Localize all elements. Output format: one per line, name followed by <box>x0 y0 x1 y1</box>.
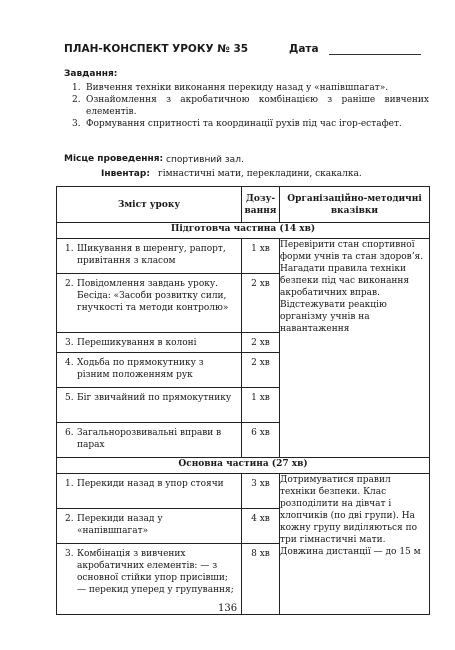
item-text: Шикування в шеренгу, рапорт, привітання з класом <box>77 244 226 266</box>
date-label: Дата <box>289 43 319 55</box>
item-text: Ходьба по прямокутнику з різним положенням рук <box>77 358 204 380</box>
table-row: 3. Комбінація з вивчених акробатичних елементів: — з основної стійки упор присівши; — перекид уперед у групування; <box>65 549 234 595</box>
date-field-line <box>329 54 421 55</box>
task-number: 3. <box>72 119 81 129</box>
table-row: 2. Перекиди назад у «напівшпагат» <box>57 509 241 544</box>
duration-value: 1 хв <box>242 388 279 423</box>
header-duration: Дозу-вання <box>242 187 280 223</box>
task-text: Ознайомлення з акробатичною комбінацією з раніше вивчених елементів. <box>86 95 429 117</box>
section-row <box>57 458 430 474</box>
section-row <box>57 223 430 239</box>
duration-value: 8 хв <box>251 549 270 559</box>
task-item <box>64 118 429 130</box>
duration-value: 2 хв <box>242 274 279 333</box>
header-notes: Організаційно-методичні вказівки <box>280 187 430 223</box>
inventory-value: гімнастичні мати, перекладини, скакалка. <box>158 169 362 179</box>
page-number: 136 <box>218 603 238 614</box>
lesson-title: ПЛАН-КОНСПЕКТ УРОКУ № 35 <box>64 43 249 55</box>
duration-value: 4 хв <box>242 509 279 544</box>
duration-value: 3 хв <box>242 474 279 509</box>
section-notes: Перевірити стан спортивної форми учнів та стан здоров’я. Нагадати правила техніки безпеки під час виконання акробатичних вправ. Відстежувати реакцію організму учнів на навантаження <box>280 239 430 458</box>
place-label: Місце проведення: <box>64 154 164 164</box>
table-row: 1. Шикування в шеренгу, рапорт, привітання з класом <box>57 239 241 274</box>
section-title: Основна частина (27 хв) <box>57 458 430 474</box>
duration-value: 2 хв <box>242 353 279 388</box>
item-text: Перекиди назад у «напівшпагат» <box>77 514 163 536</box>
section-body <box>57 474 430 615</box>
task-text: Вивчення техніки виконання перекиду назад у «напівшпагат». <box>86 83 389 93</box>
duration-value: 2 хв <box>242 333 279 353</box>
table-row: 5. Біг звичайний по прямокутнику <box>57 388 241 423</box>
table-row: 3. Перешикування в колоні <box>57 333 241 353</box>
duration-column <box>242 474 280 615</box>
section-notes: Дотримуватися правил техніки безпеки. Клас розподілити на дівчат і хлопчиків (по дві групи). На кожну групу виділяються по три гімнастичні мати. Довжина дистанції — до 15 м <box>280 474 430 615</box>
item-text: Комбінація з вивчених акробатичних елементів: — з основної стійки упор присівши; — перекид уперед у групування; <box>77 549 234 595</box>
duration-column <box>242 239 280 458</box>
tasks-list <box>64 82 429 130</box>
task-number: 1. <box>72 83 81 93</box>
tasks-label: Завдання: <box>64 69 118 79</box>
inventory-label: Інвентар: <box>101 169 150 179</box>
task-item <box>64 82 429 94</box>
page-header <box>64 43 424 59</box>
item-text: Біг звичайний по прямокутнику <box>77 393 232 403</box>
duration-value: 1 хв <box>242 239 279 274</box>
header-content: Зміст уроку <box>57 187 242 223</box>
items-column <box>57 239 242 458</box>
task-text: Формування спритності та координації рухів під час ігор-естафет. <box>86 119 402 129</box>
section-body <box>57 239 430 458</box>
place-value: спортивний зал. <box>166 155 244 165</box>
item-text: Повідомлення завдань уроку. Бесіда: «Засоби розвитку сили, гнучкості та методи контролю» <box>77 279 229 313</box>
task-number: 2. <box>72 95 81 105</box>
items-column <box>57 474 242 615</box>
task-item <box>64 94 429 118</box>
duration-value: 6 хв <box>251 428 270 438</box>
table-row: 6. Загальнорозвивальні вправи в парах <box>65 428 222 450</box>
item-text: Перешикування в колоні <box>77 338 197 348</box>
lesson-plan-table <box>56 186 430 615</box>
table-row: 1. Перекиди назад в упор стоячи <box>57 474 241 509</box>
table-header-row <box>57 187 430 223</box>
table-row: 4. Ходьба по прямокутнику з різним положенням рук <box>57 353 241 388</box>
section-title: Підготовча частина (14 хв) <box>57 223 430 239</box>
item-text: Перекиди назад в упор стоячи <box>77 479 224 489</box>
table-row: 2. Повідомлення завдань уроку. Бесіда: «Засоби розвитку сили, гнучкості та методи контролю» <box>57 274 241 333</box>
item-text: Загальнорозвивальні вправи в парах <box>77 428 222 450</box>
